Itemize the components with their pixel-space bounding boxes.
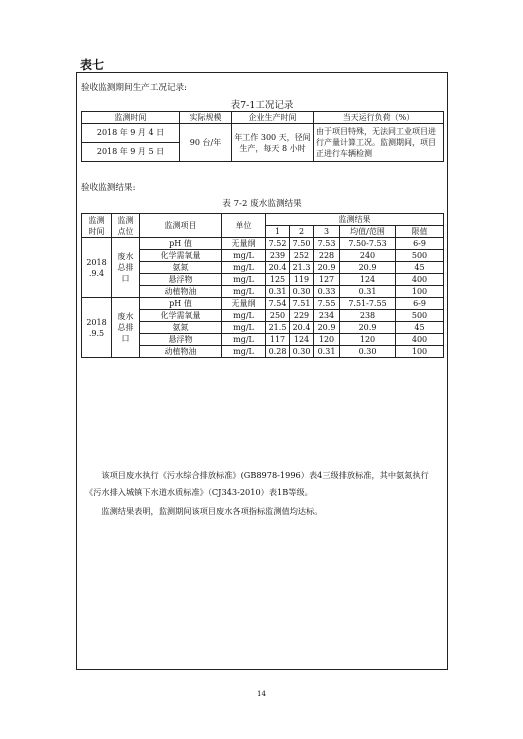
table-cell-item: 动植物油 xyxy=(140,286,222,298)
table-cell-v2: 124 xyxy=(290,334,314,346)
table-cell-item: 悬浮物 xyxy=(140,274,222,286)
table-header: 监测点位 xyxy=(112,214,140,238)
table-cell-date: 2018 .9.5 xyxy=(82,298,112,358)
table-cell-v3: 228 xyxy=(314,250,340,262)
table-cell-unit: mg/L xyxy=(222,346,266,358)
table-cell-avg: 238 xyxy=(340,310,396,322)
table-row xyxy=(82,112,444,124)
table-cell-item: 氨氮 xyxy=(140,262,222,274)
table-cell-item: 化学需氧量 xyxy=(140,250,222,262)
content-frame xyxy=(76,72,448,670)
table-cell-v2: 229 xyxy=(290,310,314,322)
table-cell-avg: 20.9 xyxy=(340,322,396,334)
table-cell-unit: mg/L xyxy=(222,310,266,322)
table-row xyxy=(82,238,444,250)
table2-body xyxy=(82,238,444,358)
table-cell-avg: 7.50-7.53 xyxy=(340,238,396,250)
table-cell-avg: 120 xyxy=(340,334,396,346)
table-cell-production: 年工作 300 天，径间生产，每天 8 小时 xyxy=(232,124,314,162)
table-cell-unit: 无量纲 xyxy=(222,298,266,310)
table-header: 均值/范围 xyxy=(340,226,396,238)
table-cell-limit: 6-9 xyxy=(396,238,444,250)
table-cell-v3: 20.9 xyxy=(314,322,340,334)
table-cell-item: pH 值 xyxy=(140,298,222,310)
table-cell-limit: 400 xyxy=(396,274,444,286)
table-cell-v2: 0.30 xyxy=(290,286,314,298)
table-header: 监测项目 xyxy=(140,214,222,238)
table-cell-limit: 500 xyxy=(396,310,444,322)
table-cell-v1: 7.54 xyxy=(266,298,290,310)
table1-title: 表7-1工况记录 xyxy=(230,100,294,111)
table-cell-point: 废水总排口 xyxy=(112,298,140,358)
table-cell-limit: 6-9 xyxy=(396,298,444,310)
table-cell-date: 2018 年 9 月 4 日 xyxy=(82,124,180,143)
table-cell-v1: 125 xyxy=(266,274,290,286)
intro-label: 验收监测期间生产工况记录: xyxy=(81,83,188,93)
table-cell-unit: mg/L xyxy=(222,322,266,334)
table-header: 实际规模 xyxy=(180,112,232,124)
section-heading: 表七 xyxy=(80,58,105,72)
table2-title: 表 7-2 废水监测结果 xyxy=(222,199,302,209)
table-cell-v2: 7.50 xyxy=(290,238,314,250)
table-header: 监测时间 xyxy=(82,214,112,238)
table-cell-v3: 20.9 xyxy=(314,262,340,274)
table-cell-load: 由于项目特殊，无法同工业项目进行产量计算工况。监测期间，项目正进行车辆检测 xyxy=(314,124,444,162)
table-cell-avg: 124 xyxy=(340,274,396,286)
table-row xyxy=(82,298,444,310)
table-cell-avg: 0.30 xyxy=(340,346,396,358)
table-cell-item: 悬浮物 xyxy=(140,334,222,346)
table-cell-v1: 20.4 xyxy=(266,262,290,274)
table-cell-avg: 0.31 xyxy=(340,286,396,298)
table-header: 2 xyxy=(290,226,314,238)
table-cell-v2: 20.4 xyxy=(290,322,314,334)
table-header: 限值 xyxy=(396,226,444,238)
table-cell-v2: 7.51 xyxy=(290,298,314,310)
table-cell-v1: 117 xyxy=(266,334,290,346)
table-cell-limit: 45 xyxy=(396,322,444,334)
table-cell-v3: 127 xyxy=(314,274,340,286)
table-cell-v1: 250 xyxy=(266,310,290,322)
results-label: 验收监测结果: xyxy=(81,183,136,193)
table-cell-v3: 7.53 xyxy=(314,238,340,250)
table-cell-unit: 无量纲 xyxy=(222,238,266,250)
table-row xyxy=(82,124,444,143)
table-cell-v1: 0.28 xyxy=(266,346,290,358)
table-header: 当天运行负荷（%） xyxy=(314,112,444,124)
table-cell-date: 2018 年 9 月 5 日 xyxy=(82,143,180,162)
table-cell-limit: 45 xyxy=(396,262,444,274)
table-cell-unit: mg/L xyxy=(222,250,266,262)
table-header: 监测时间 xyxy=(82,112,180,124)
table-cell-item: 动植物油 xyxy=(140,346,222,358)
table-cell-v3: 234 xyxy=(314,310,340,322)
table-cell-date: 2018 .9.4 xyxy=(82,238,112,298)
table-cell-v3: 7.55 xyxy=(314,298,340,310)
table2-wastewater-results xyxy=(81,213,444,358)
table-cell-v2: 21.3 xyxy=(290,262,314,274)
table-cell-v1: 239 xyxy=(266,250,290,262)
table-cell-unit: mg/L xyxy=(222,274,266,286)
table-cell-unit: mg/L xyxy=(222,262,266,274)
table-cell-v1: 21.5 xyxy=(266,322,290,334)
table-cell-avg: 240 xyxy=(340,250,396,262)
table-cell-v1: 7.52 xyxy=(266,238,290,250)
table-cell-v2: 119 xyxy=(290,274,314,286)
table-cell-limit: 100 xyxy=(396,286,444,298)
table-cell-v3: 0.33 xyxy=(314,286,340,298)
table-header: 单位 xyxy=(222,214,266,238)
table-cell-avg: 7.51-7.55 xyxy=(340,298,396,310)
table1-condition-record xyxy=(81,111,444,162)
table-header: 监测结果 xyxy=(266,214,444,226)
table-cell-unit: mg/L xyxy=(222,286,266,298)
table-cell-v3: 120 xyxy=(314,334,340,346)
table-cell-unit: mg/L xyxy=(222,334,266,346)
table-cell-item: pH 值 xyxy=(140,238,222,250)
table-cell-item: 氨氮 xyxy=(140,322,222,334)
table-cell-limit: 500 xyxy=(396,250,444,262)
conclusion-paragraph: 监测结果表明，监测期间该项目废水各项指标监测值均达标。 xyxy=(101,506,323,516)
table-header: 1 xyxy=(266,226,290,238)
table-cell-avg: 20.9 xyxy=(340,262,396,274)
table-cell-v3: 0.31 xyxy=(314,346,340,358)
table-cell-v2: 0.30 xyxy=(290,346,314,358)
table-cell-point: 废水总排口 xyxy=(112,238,140,298)
table-cell-limit: 400 xyxy=(396,334,444,346)
table-cell-limit: 100 xyxy=(396,346,444,358)
table-header: 企业生产时间 xyxy=(232,112,314,124)
table-cell-v1: 0.31 xyxy=(266,286,290,298)
page-number: 14 xyxy=(257,690,266,698)
table-row xyxy=(82,214,444,226)
table-header: 3 xyxy=(314,226,340,238)
table-cell-scale: 90 台/年 xyxy=(180,124,232,162)
table-cell-item: 化学需氧量 xyxy=(140,310,222,322)
table-cell-v2: 252 xyxy=(290,250,314,262)
standard-paragraph: 该项目废水执行《污水综合排放标准》(GB8978-1996）表4三级排放标准，其中氨氮执行《污水排入城镇下水道水质标准》（CJ343-2010）表1B等级。 xyxy=(85,470,429,497)
